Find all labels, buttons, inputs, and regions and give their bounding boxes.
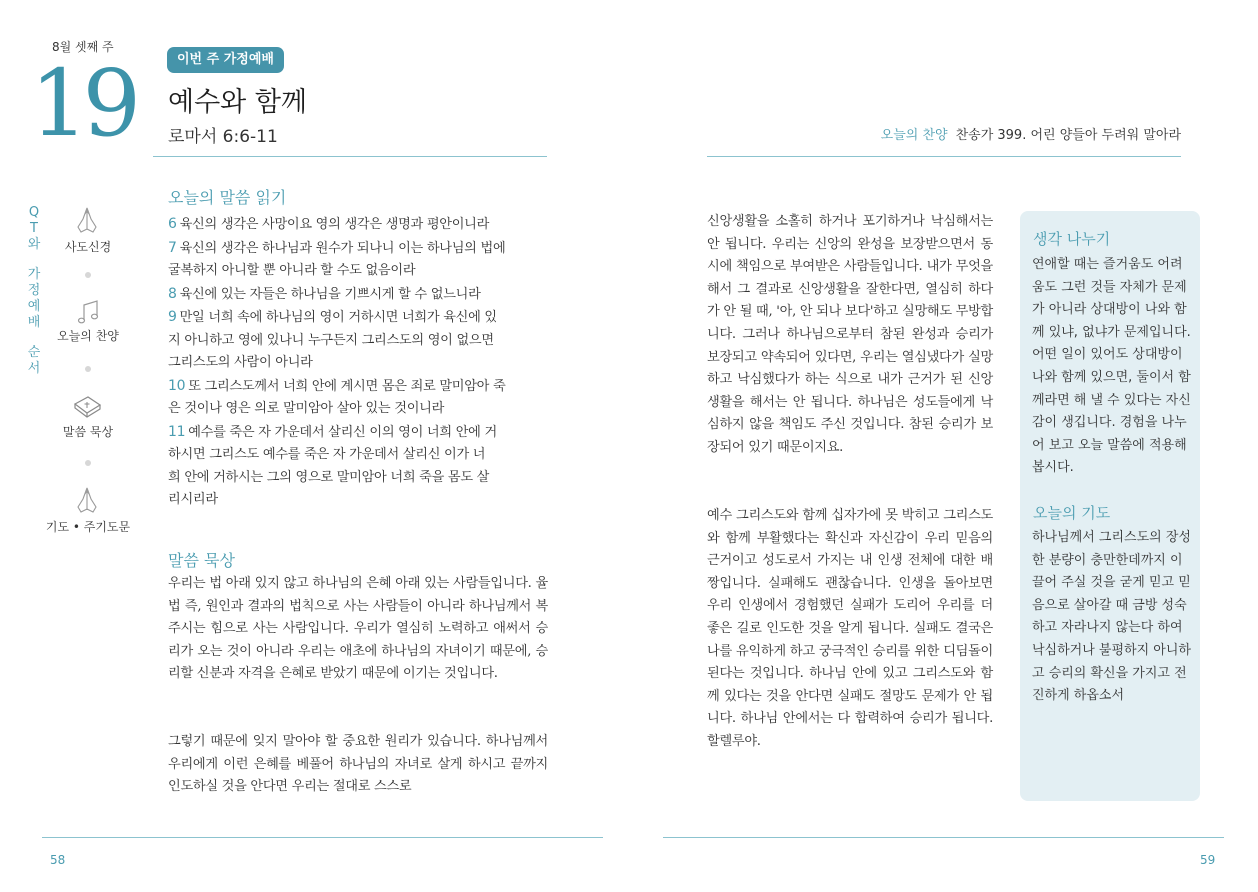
verse-line	[168, 306, 548, 330]
footer-divider-right	[663, 837, 1224, 838]
verse-line	[168, 330, 548, 353]
verse-text: 굴복하지 아니할 뿐 아니라 할 수도 없음이라	[168, 263, 416, 278]
verse-text: 은 것이나 영은 의로 말미암아 살아 있는 것이니라	[168, 401, 445, 416]
hymn-text: 찬송가 399. 어린 양들아 두려워 말아라	[955, 128, 1181, 143]
verse-line	[168, 489, 548, 512]
verse-text: 지 아니하고 영에 있나니 누구든지 그리스도의 영이 없으면	[168, 332, 494, 348]
verse-line	[168, 260, 548, 283]
verse-line	[168, 352, 548, 375]
verse-line	[168, 398, 548, 421]
music-note-icon	[74, 298, 104, 328]
hymn-label: 오늘의 찬양	[880, 128, 948, 143]
meditation-paragraph-1: 우리는 법 아래 있지 않고 하나님의 은혜 아래 있는 사람들입니다. 율법 즉, 원인과 결과의 법칙으로 사는 사람들이 아니라 하나님께서 복 주시는 힘으로 사는 사람입니다. 우리가 열심히 노력하고 애써서 승리가 오는 것이 아니라 우리는 애초에 하나님의 자녀이기 때문에, 승리할 신분과 자격을 은혜로 받았기 때문에 이기는 것입니다.	[168, 576, 548, 682]
page-number-right: 59	[1200, 853, 1216, 867]
nav-dot	[85, 272, 91, 278]
scripture-reference: 로마서 6:6-11	[168, 127, 278, 147]
week-label: 8월 셋째 주	[52, 40, 114, 54]
verse-line	[168, 213, 548, 237]
scripture-passage	[168, 213, 548, 512]
verse-text: 희 안에 거하시는 그의 영으로 말미암아 너희 죽을 몸도 살	[168, 469, 490, 485]
page-title: 예수와 함께	[168, 87, 307, 118]
day-number: 19	[30, 50, 136, 157]
nav-dot	[85, 366, 91, 372]
todays-hymn	[881, 124, 1181, 143]
meditation-paragraph-3: 신앙생활을 소홀히 하거나 포기하거나 낙심해서는 안 됩니다. 우리는 신앙의 완성을 보장받으면서 동시에 책임으로 부여받은 사람들입니다. 내가 무엇을 해서 그 결과로 신앙생활을 잘한다면, 열심히 하다가 안 될 때, '아, 안 되나 보다'하고 실망해도 무방합니다. 그러나 하나님으로부터 참된 완성과 승리가 보장되고 약속되어 있다면, 우리는 열심냈다가 실망하고 낙심했다가 하는 식으로 내가 근거가 된 신앙생활을 해서는 안 됩니다. 하나님은 성도들에게 낙심하지 않을 책임도 주신 것입니다. 참된 승리가 보장되어 있기 때문이지요.	[707, 214, 993, 455]
prayer-heading: 오늘의 기도	[1033, 504, 1111, 522]
nav-label-apostles-creed: 사도신경	[64, 240, 112, 254]
verse-line	[168, 444, 548, 467]
verse-text: 만일 너희 속에 하나님의 영이 거하시면 너희가 육신에 있	[179, 310, 497, 325]
verse-number: 8	[168, 285, 177, 302]
verse-line	[168, 375, 548, 399]
verse-number: 9	[168, 309, 177, 325]
verse-number: 10	[168, 377, 186, 394]
verse-number: 7	[168, 239, 177, 256]
meditation-paragraph-4: 예수 그리스도와 함께 십자가에 못 박히고 그리스도와 함께 부활했다는 확신과 자신감이 우리 믿음의 근거이고 성도로서 가지는 내 인생 전체에 대한 배짱입니다. 실패해도 괜찮습니다. 인생을 돌아보면 우리 인생에서 경험했던 실패가 도리어 우리를 더 좋은 길로 인도한 것을 알게 됩니다. 실패도 결국은 나를 유익하게 하고 궁극적인 승리를 위한 디딤돌이 된다는 것입니다. 하나님 안에 있고 그리스도와 함께 있다는 것을 안다면 실패도 절망도 문제가 안 됩니다. 하나님 안에서는 다 합력하여 승리가 됩니다. 할렐루야.	[707, 508, 993, 749]
nav-icon-prayer	[72, 485, 102, 519]
verse-text: 육신의 생각은 사망이요 영의 생각은 생명과 평안이니라	[179, 217, 490, 232]
nav-icon-apostles-creed	[72, 205, 102, 239]
verse-line	[168, 421, 548, 445]
nav-label-todays-hymn: 오늘의 찬양	[57, 329, 119, 343]
page-number-left: 58	[50, 853, 66, 867]
header-divider-right	[707, 156, 1181, 157]
nav-icon-meditation	[72, 392, 102, 426]
verse-text: 육신의 생각은 하나님과 원수가 되나니 이는 하나님의 법에	[179, 240, 506, 256]
verse-line	[168, 467, 548, 490]
share-heading: 생각 나누기	[1033, 230, 1111, 248]
verse-number: 6	[168, 216, 177, 232]
nav-label-prayer: 기도 • 주기도문	[45, 520, 131, 534]
verse-text: 하시면 그리스도 예수를 죽은 자 가운데서 살리신 이가 너	[168, 447, 486, 462]
praying-hands-icon	[72, 205, 102, 235]
share-text: 연애할 때는 즐거움도 어려움도 그런 것들 자체가 문제가 아니라 상대방이 나와 함께 있냐, 없냐가 문제입니다. 어떤 일이 있어도 상대방이 나와 함께 있으면, 둘이서 함께라면 해 낼 수 있다는 자신감이 생깁니다. 경험을 나누어 보고 오늘 말씀에 적용해 봅시다.	[1032, 257, 1191, 476]
verse-text: 리시리라	[168, 492, 218, 507]
footer-divider-left	[42, 837, 603, 838]
meditation-heading: 말씀 묵상	[168, 551, 235, 570]
header-divider-left	[153, 156, 547, 157]
verse-text: 그리스도의 사람이 아니라	[168, 355, 313, 370]
verse-text: 또 그리스도께서 너희 안에 계시면 몸은 죄로 말미암아 죽	[188, 378, 506, 394]
nav-dot	[85, 460, 91, 466]
reading-heading: 오늘의 말씀 읽기	[168, 188, 287, 207]
prayer-text: 하나님께서 그리스도의 장성한 분량이 충만한데까지 이끌어 주실 것을 굳게 믿고 믿음으로 살아갈 때 금방 성숙하고 자라나지 않는다 하여 낙심하거나 불평하지 아니하고 승리의 확신을 가지고 전진하게 하옵소서	[1032, 530, 1191, 704]
meditation-paragraph-2: 그렇기 때문에 잊지 말아야 할 중요한 원리가 있습니다. 하나님께서 우리에게 이런 은혜를 베풀어 하나님의 자녀로 살게 하시고 끝까지 인도하실 것을 안다면 우리는 절대로 스스로	[168, 734, 548, 795]
verse-number: 11	[168, 423, 186, 440]
side-vertical-label: Q T 와 가 정 예 배 순 서	[27, 205, 41, 376]
nav-label-meditation: 말씀 묵상	[62, 425, 114, 439]
bible-book-icon	[72, 392, 102, 422]
verse-line	[168, 283, 548, 307]
weekly-worship-badge: 이번 주 가정예배	[167, 47, 284, 73]
verse-text: 예수를 죽은 자 가운데서 살리신 이의 영이 너희 안에 거	[188, 424, 497, 440]
verse-line	[168, 237, 548, 261]
praying-hands-icon	[72, 485, 102, 515]
verse-text: 육신에 있는 자들은 하나님을 기쁘시게 할 수 없느니라	[179, 286, 481, 302]
